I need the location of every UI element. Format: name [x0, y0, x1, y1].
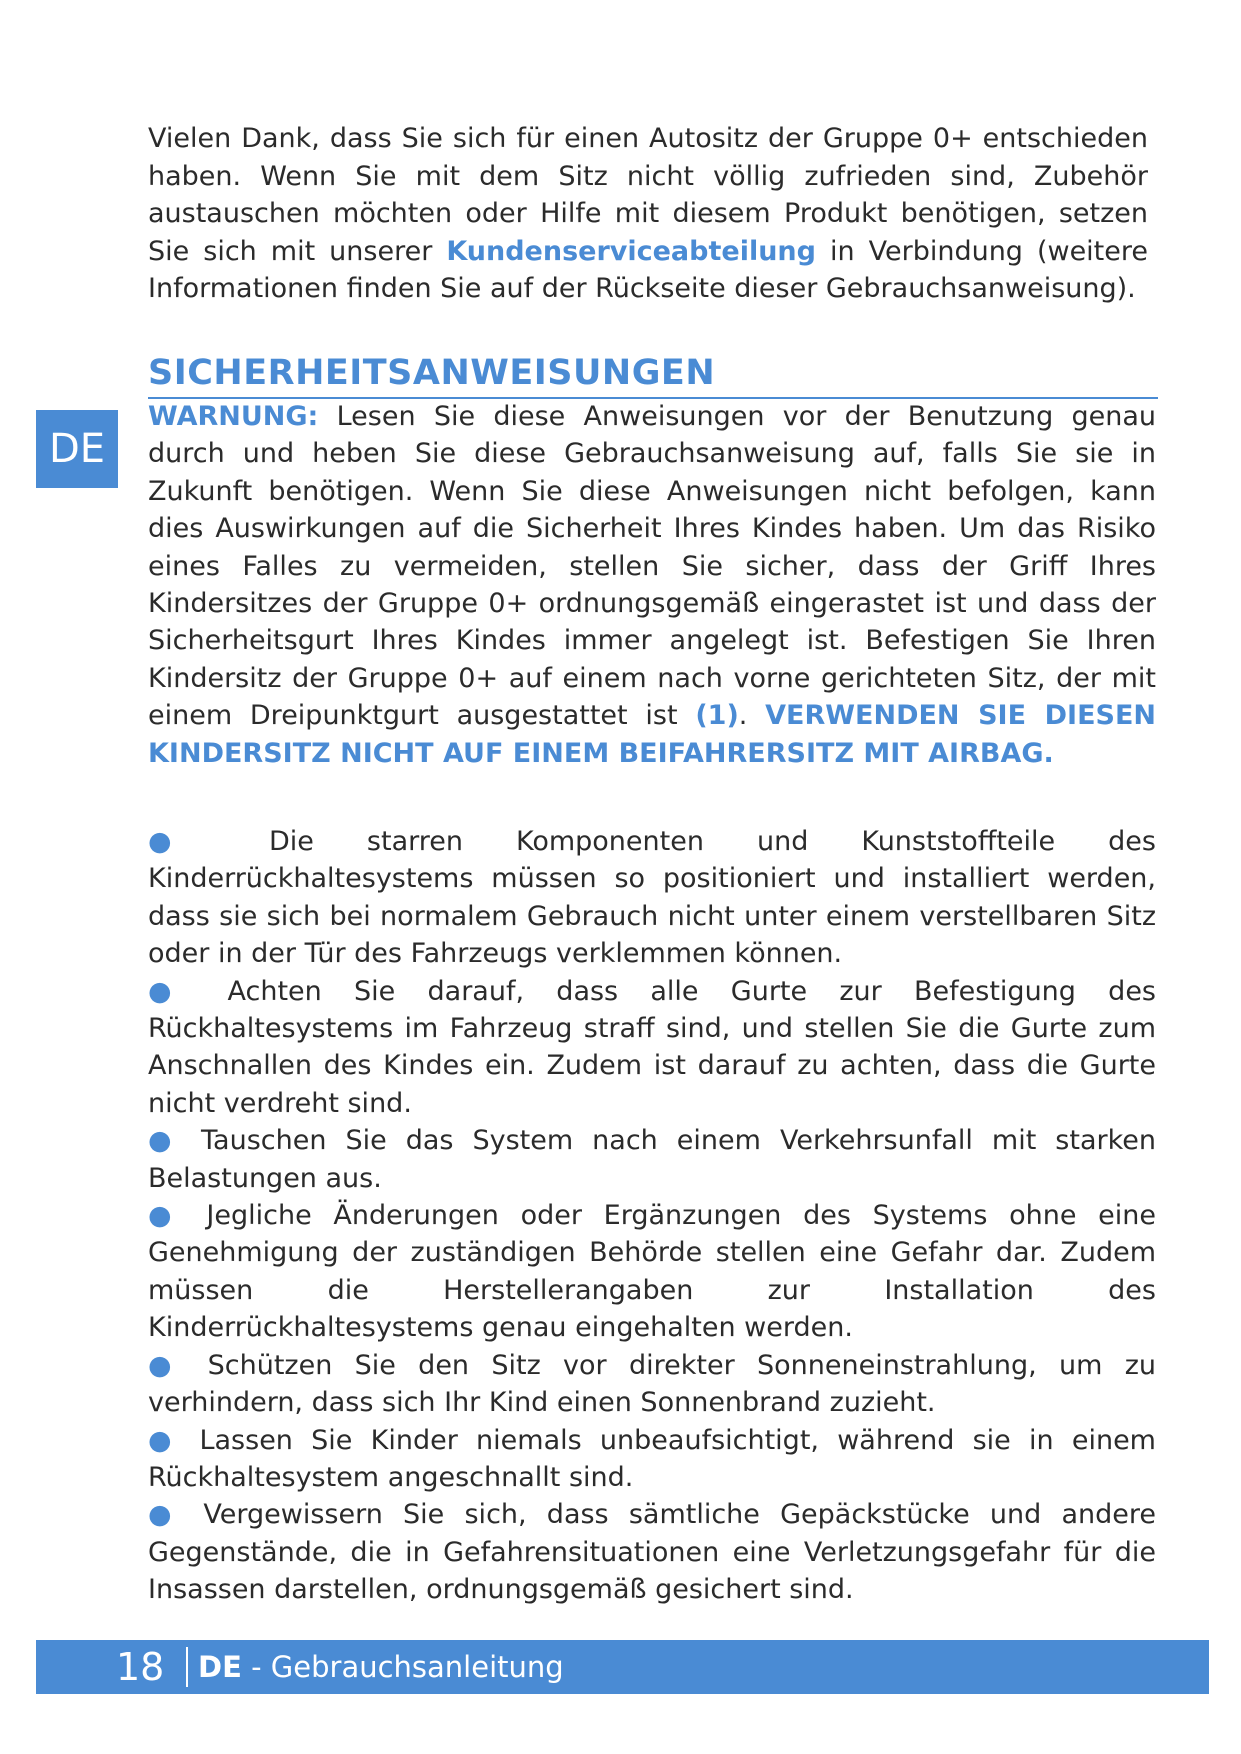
warning-text: Lesen Sie diese Anweisungen vor der Benutzung genau durch und heben Sie diese Gebrauchsanweisung auf, falls Sie sie in Zukunft benötigen. Wenn Sie diese Anweisungen nicht befolgen, kann dies Auswirkungen auf die Sicherheit Ihres Kindes haben. Um das Risiko eines Falles zu vermeiden, stellen Sie sicher, dass der Griff Ihres Kindersitzes der Gruppe 0+ ordnungsgemäß eingerastet ist und dass der Sicherheitsgurt Ihres Kindes immer angelegt ist. Befestigen Sie Ihren Kindersitz der Gruppe 0+ auf einem nach vorne gerichteten Sitz, der mit einem Dreipunktgurt ausgestattet ist	[148, 401, 1156, 732]
page-number: 18	[116, 1645, 165, 1689]
language-tab: DE	[36, 410, 118, 488]
footer-lang: DE	[198, 1650, 242, 1684]
bullet-dot-icon: ●	[148, 1200, 185, 1232]
safety-bullet-list	[148, 823, 1156, 1609]
bullet-dot-icon: ●	[148, 826, 216, 857]
airbag-warning: VERWENDEN SIE DIESEN KINDERSITZ NICHT AUF EINEM BEIFAHRERSITZ MIT AIRBAG.	[148, 700, 1157, 769]
warning-label: WARNUNG:	[148, 401, 319, 432]
bullet-dot-icon: ●	[148, 1424, 182, 1456]
bullet-item: ● Tauschen Sie das System nach einem Verkehrsunfall mit starken Belastungen aus.	[148, 1125, 1156, 1194]
bullet-item: ● Vergewissern Sie sich, dass sämtliche Gepäckstücke und andere Gegenstände, die in Gefahrensituationen eine Verletzungsgefahr für die Insassen darstellen, ordnungsgemäß gesichert sind.	[148, 1499, 1156, 1606]
bullet-item: ● Die starren Komponenten und Kunststoffteile des Kinderrückhaltesystems müssen so positioniert und installiert werden, dass sie sich bei normalem Gebrauch nicht unter einem verstellbaren Sitz oder in der Tür des Fahrzeugs verklemmen können.	[148, 826, 1156, 970]
customer-service-link[interactable]: Kundenserviceabteilung	[446, 235, 816, 267]
bullet-dot-icon: ●	[148, 1349, 186, 1381]
bullet-item: ● Achten Sie darauf, dass alle Gurte zur Befestigung des Rückhaltesystems im Fahrzeug straff sind, und stellen Sie die Gurte zum Anschnallen des Kindes ein. Zudem ist darauf zu achten, dass die Gurte nicht verdreht sind.	[148, 975, 1156, 1119]
bullet-dot-icon: ●	[148, 1499, 184, 1531]
warning-paragraph	[148, 398, 1156, 772]
footer-divider	[186, 1647, 188, 1687]
intro-text-before: Vielen Dank, dass Sie sich für einen Autositz der Gruppe 0+ entschieden haben. Wenn Sie mit dem Sitz nicht völlig zufrieden sind, Zubehör austauschen möchten oder Hilfe mit diesem Produkt benötigen, setzen Sie sich mit unserer	[148, 123, 1148, 267]
warning-dot: .	[738, 700, 766, 732]
bullet-dot-icon: ●	[148, 975, 196, 1007]
bullet-dot-icon: ●	[148, 1125, 182, 1157]
bullet-item: ● Schützen Sie den Sitz vor direkter Sonneneinstrahlung, um zu verhindern, dass sich Ihr Kind einen Sonnenbrand zuzieht.	[148, 1349, 1156, 1419]
footer-doc-title: Gebrauchsanleitung	[270, 1650, 564, 1684]
bullet-item: ● Lassen Sie Kinder niemals unbeaufsichtigt, während sie in einem Rückhaltesystem angeschnallt sind.	[148, 1424, 1156, 1493]
intro-text-after: in Verbindung (weitere Informationen finden Sie auf der Rückseite dieser Gebrauchsanweisung).	[148, 235, 1148, 304]
section-title: SICHERHEITSANWEISUNGEN	[148, 349, 1158, 399]
footer-title	[198, 1640, 564, 1694]
bullet-item: ● Jegliche Änderungen oder Ergänzungen des Systems ohne eine Genehmigung der zuständigen Behörde stellen eine Gefahr dar. Zudem müssen die Herstellerangaben zur Installation des Kinderrückhaltesystems genau eingehalten werden.	[148, 1200, 1156, 1344]
footer-separator: -	[241, 1650, 271, 1684]
page-footer	[36, 1640, 1209, 1694]
figure-reference: (1)	[695, 700, 739, 732]
intro-paragraph	[148, 120, 1148, 308]
